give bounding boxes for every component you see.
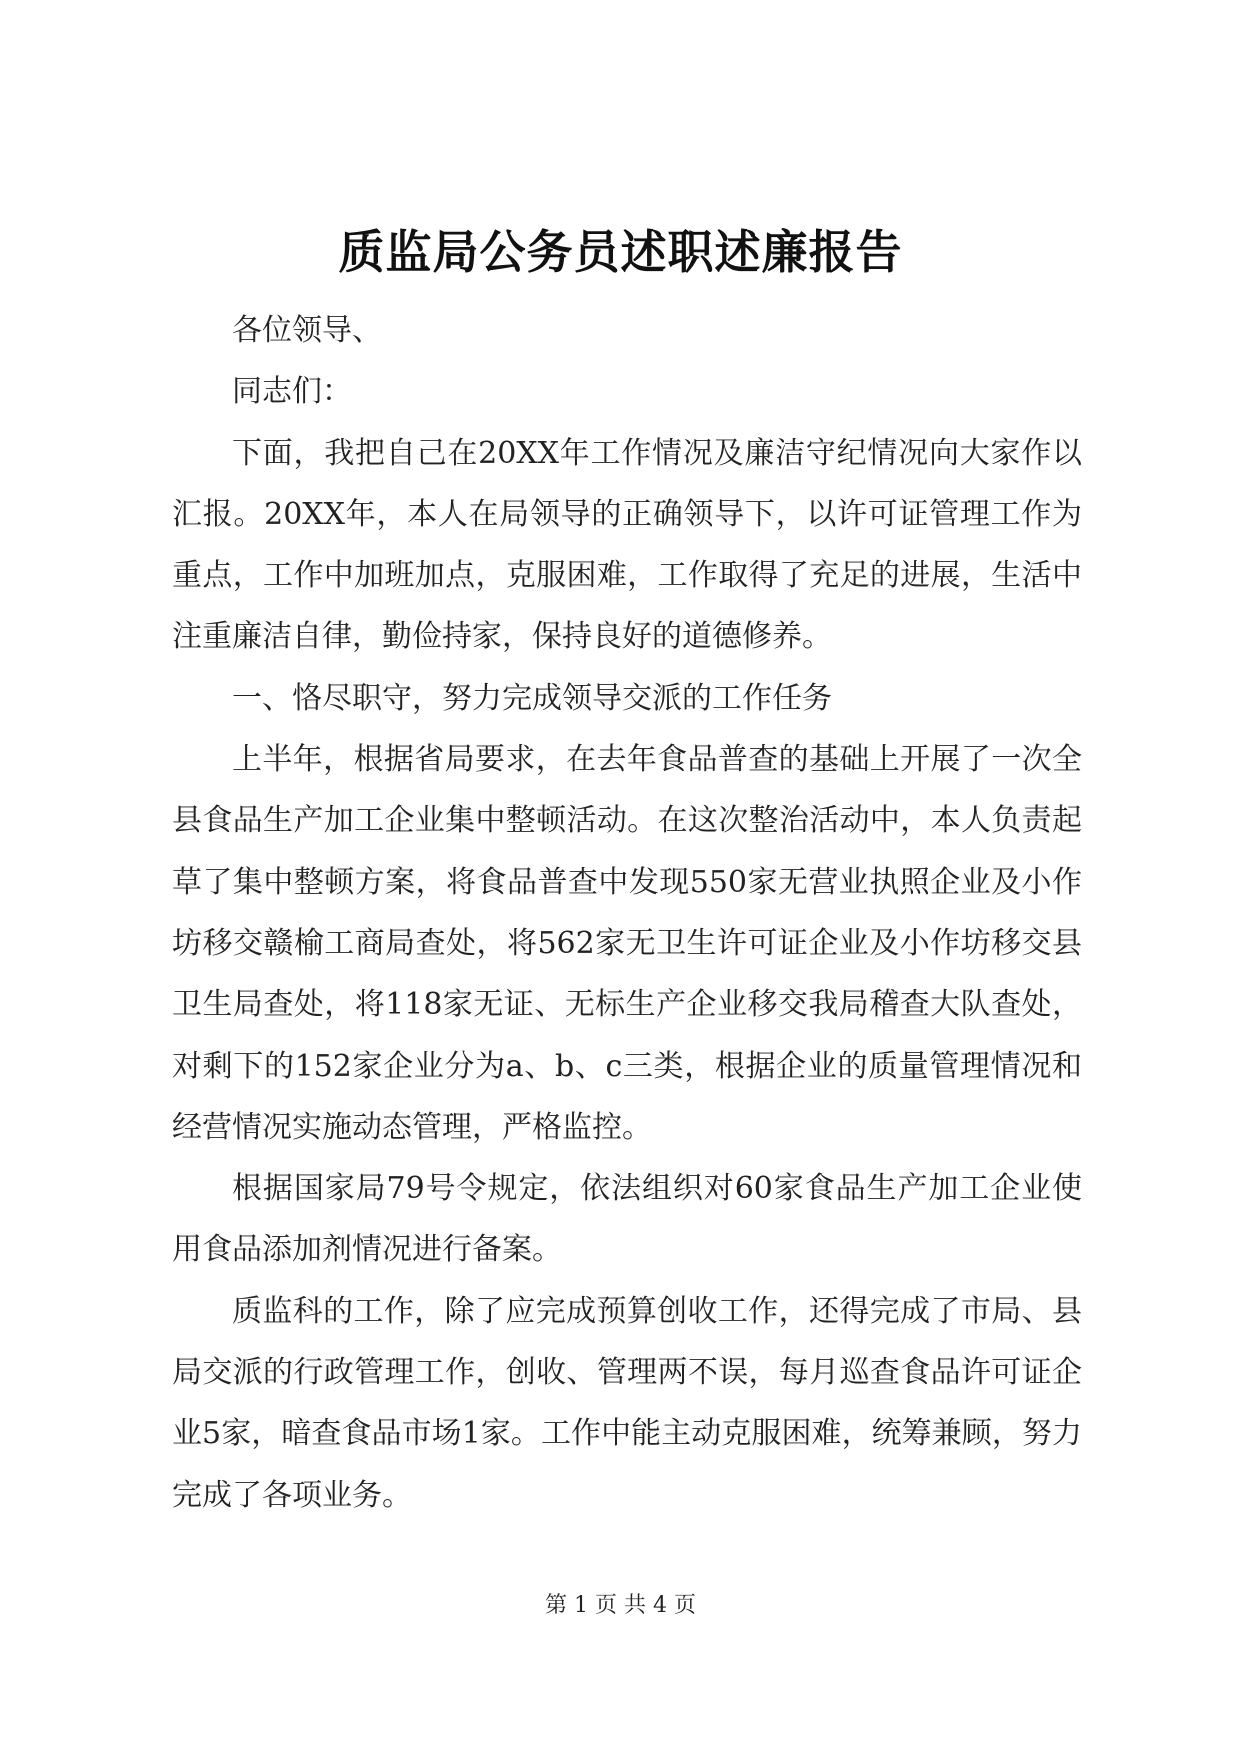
paragraph-department-work: 质监科的工作，除了应完成预算创收工作，还得完成了市局、县局交派的行政管理工作，创收、管理两不误，每月巡查食品许可证企业5家，暗查食品市场1家。工作中能主动克服困难，统筹兼顾，努力完成了各项业务。 (172, 1293, 1082, 1513)
page-number: 第 1 页 共 4 页 (545, 1593, 696, 1618)
paragraph-intro: 下面，我把自己在20XX年工作情况及廉洁守纪情况向大家作以汇报。20XX年，本人在局领导的正确领导下，以许可证管理工作为重点，工作中加班加点，克服困难，工作取得了充足的进展，生活中注重廉洁自律，勤俭持家，保持良好的道德修养。 (172, 435, 1082, 655)
paragraph-additives: 根据国家局79号令规定，依法组织对60家食品生产加工企业使用食品添加剂情况进行备案。 (172, 1171, 1082, 1268)
salutation-line-2: 同志们： (232, 374, 352, 410)
salutation-line-1: 各位领导、 (232, 313, 382, 348)
section-heading-1: 一、恪尽职守，努力完成领导交派的工作任务 (232, 680, 832, 716)
document-title: 质监局公务员述职述廉报告 (338, 225, 903, 279)
document-body (172, 300, 1082, 1526)
paragraph-rectification: 上半年，根据省局要求，在去年食品普查的基础上开展了一次全县食品生产加工企业集中整顿活动。在这次整治活动中，本人负责起草了集中整顿方案，将食品普查中发现550家无营业执照企业及小作坊移交赣榆工商局查处，将562家无卫生许可证企业及小作坊移交县卫生局查处，将118家无证、无标生产企业移交我局稽查大队查处，对剩下的152家企业分为a、b、c三类，根据企业的质量管理情况和经营情况实施动态管理，严格监控。 (172, 742, 1082, 1145)
